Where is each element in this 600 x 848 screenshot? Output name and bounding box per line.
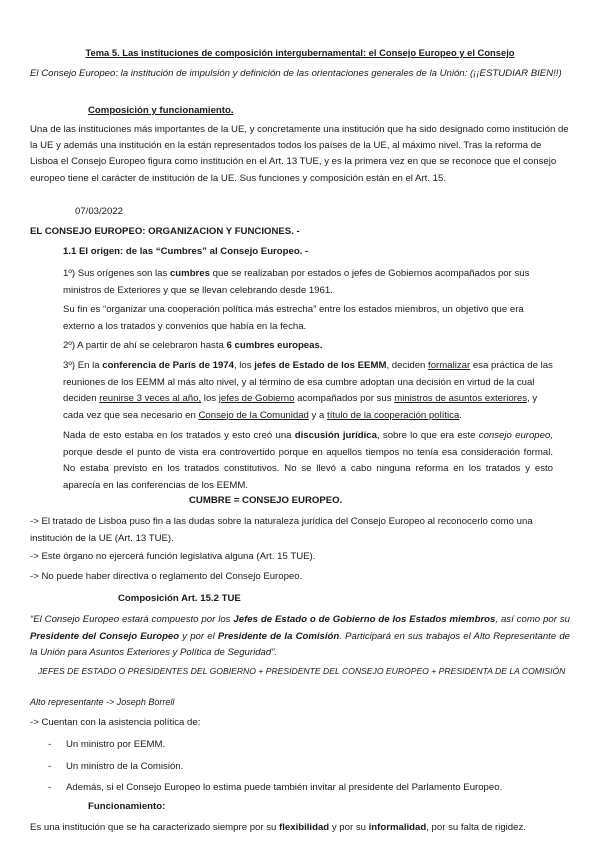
paragraph-fin: Su fin es “organizar una cooperación política más estrecha” entre los estados miembros, un objetivo que era externo a los tratados y convenios que había en la fecha. [63, 304, 524, 332]
arrow-asistencia: -> Cuentan con la asistencia política de: [30, 717, 201, 728]
composition-formula: JEFES DE ESTADO O PRESIDENTES DEL GOBIERNO + PRESIDENTE DEL CONSEJO EUROPEO + PRESIDENTA DE LA COMISIÓN [38, 666, 566, 676]
arrow-lisboa: -> El tratado de Lisboa puso fin a las dudas sobre la naturaleza jurídica del Consejo Europeo al reconocerlo como una institución de la UE (Art. 13 TUE). [30, 516, 533, 544]
intro-paragraph: Una de las instituciones más importantes de la UE, y concretamente una institución que ha sido designado como institución de la UE y además una institución en la están representados todos los países de la UE, al máximo nivel. Tras la reforma de Lisboa el Consejo Europeo figura como institución en el Art. 13 TUE, y es la primera vez en que se reconoce que el consejo europeo tiene el carácter de institución de la UE. Sus funciones y composición están en el Art. 15. [30, 124, 569, 184]
composition-heading: Composición Art. 15.2 TUE [118, 593, 241, 604]
paragraph-flexibilidad: Es una institución que se ha caracterizado siempre por su flexibilidad y por su informalidad, por su falta de rigidez. [30, 822, 526, 833]
date: 07/03/2022 [75, 206, 124, 217]
section-heading-composicion: Composición y funcionamiento. [88, 105, 234, 116]
origin-heading: 1.1 El origen: de las “Cumbres” al Consejo Europeo. - [63, 246, 309, 257]
paragraph-origenes: 1º) Sus orígenes son las cumbres que se realizaban por estados o jefes de Gobiernos acompañados por sus ministros de Exteriores y que se llevan celebrando desde 1961. [63, 268, 530, 296]
paragraph-cumbres: 2º) A partir de ahí se celebraron hasta 6 cumbres europeas. [63, 340, 323, 351]
subtitle: El Consejo Europeo: la institución de impulsión y definición de las orientaciones generales de la Unión: (¡¡ESTUDIAR BIEN!!) [30, 68, 562, 79]
arrow-no-directiva: -> No puede haber directiva o reglamento del Consejo Europeo. [30, 571, 303, 582]
list-item: Un ministro por EEMM. [66, 739, 166, 750]
cumbre-equals-consejo: CUMBRE = CONSEJO EUROPEO. [189, 495, 343, 506]
document-title: Tema 5. Las instituciones de composición intergubernamental: el Consejo Europeo y el Consejo [85, 47, 515, 58]
alto-representante: Alto representante -> Joseph Borrell [30, 697, 175, 707]
funcionamiento-heading: Funcionamiento: [88, 801, 166, 812]
article-quote: “El Consejo Europeo estará compuesto por los Jefes de Estado o de Gobierno de los Estados miembros, así como por su Presidente del Consejo Europeo y por el Presidente de la Comisión. Participará en sus trabajos el Alto Representante de la Unión para Asuntos Exteriores y Política de Seguridad”. [30, 614, 570, 658]
arrow-no-legislativa: -> Este órgano no ejercerá función legislativa alguna (Art. 15 TUE). [30, 551, 316, 562]
list-item: Además, si el Consejo Europeo lo estima puede también invitar al presidente del Parlamento Europeo. [66, 782, 503, 793]
paragraph-discusion: Nada de esto estaba en los tratados y esto creó una discusión jurídica, sobre lo que era este consejo europeo, porque desde el punto de vista era controvertido porque en aquellos tiempos no tenía esa consideración formal. No estaba previsto en los tratados constitutivos. No se llevó a cabo ninguna reforma en los tratados y esto aparecía en las conferencias de los EEMM. [63, 430, 553, 491]
bullet-marker: - [48, 782, 52, 793]
main-heading: EL CONSEJO EUROPEO: ORGANIZACION Y FUNCIONES. - [30, 226, 300, 237]
bullet-marker: - [48, 739, 52, 750]
bullet-marker: - [48, 761, 52, 772]
list-item: Un ministro de la Comisión. [66, 761, 184, 772]
paragraph-paris: 3º) En la conferencia de París de 1974, los jefes de Estado de los EEMM, deciden formalizar esa práctica de las reuniones de los EEMM al más alto nivel, y al término de esa cumbre adoptan una decisión en virtud de la cual deciden reunirse 3 veces al año, los jefes de Gobierno acompañados por sus ministros de asuntos exteriores, y cada vez que sea necesario en Consejo de la Comunidad y a título de la cooperación política. [63, 360, 553, 421]
